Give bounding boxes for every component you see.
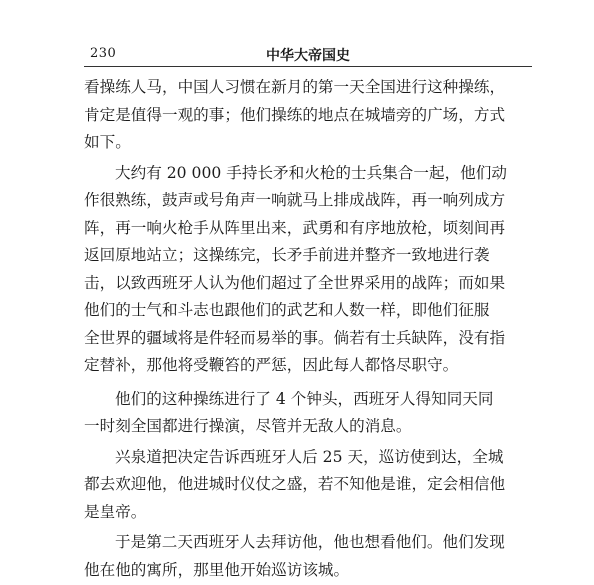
- text-line: 击，以致西班牙人认为他们超过了全世界采用的战阵；而如果: [84, 273, 506, 292]
- body-text: [84, 74, 540, 584]
- text-line: 他们的这种操练进行了 4 个钟头，西班牙人得知同天同: [115, 389, 494, 408]
- page-number: 230: [90, 46, 117, 61]
- text-line: 全世界的疆域将是件轻而易举的事。倘若有士兵缺阵，没有指: [84, 328, 506, 347]
- text-line: 是皇帝。: [84, 502, 147, 521]
- paragraph-1: [84, 74, 540, 157]
- text-line: 肯定是值得一观的事；他们操练的地点在城墙旁的广场，方式: [84, 105, 506, 124]
- text-line: 定替补，那他将受鞭笞的严惩，因此每人都恪尽职守。: [84, 356, 459, 374]
- text-line: 他们的士气和斗志也跟他们的武艺和人数一样，即他们征服: [84, 301, 490, 319]
- paragraph-3: [84, 386, 540, 441]
- text-line: 作很熟练，鼓声或号角声一响就马上排成战阵，再一响列成方: [84, 191, 506, 209]
- text-line: 都去欢迎他，他进城时仪仗之盛，若不知他是谁，定会相信他: [84, 475, 506, 493]
- text-line: 于是第二天西班牙人去拜访他，他也想看他们。他们发现: [115, 533, 505, 551]
- text-line: 返回原地站立；这操练完，长矛手前进并整齐一致地进行袭: [84, 246, 490, 264]
- running-head: [84, 44, 532, 67]
- paragraph-5: [84, 529, 540, 584]
- text-line: 阵，再一响火枪手从阵里出来，武勇和有序地放枪，顷刻间再: [84, 218, 506, 237]
- text-line: 一时刻全国都进行操演，尽管并无敌人的消息。: [84, 417, 412, 435]
- book-title: 中华大帝国史: [266, 48, 350, 64]
- paragraph-4: [84, 444, 540, 527]
- text-line: 他在他的寓所，那里他开始巡访该城。: [84, 560, 350, 579]
- text-line: 如下。: [84, 133, 131, 151]
- paragraph-2: [84, 160, 540, 380]
- text-line: 大约有 20 000 手持长矛和火枪的士兵集合一起，他们动: [115, 163, 507, 182]
- text-line: 兴泉道把决定告诉西班牙人后 25 天，巡访使到达，全城: [115, 447, 504, 466]
- text-line: 看操练人马，中国人习惯在新月的第一天全国进行这种操练，: [84, 78, 506, 96]
